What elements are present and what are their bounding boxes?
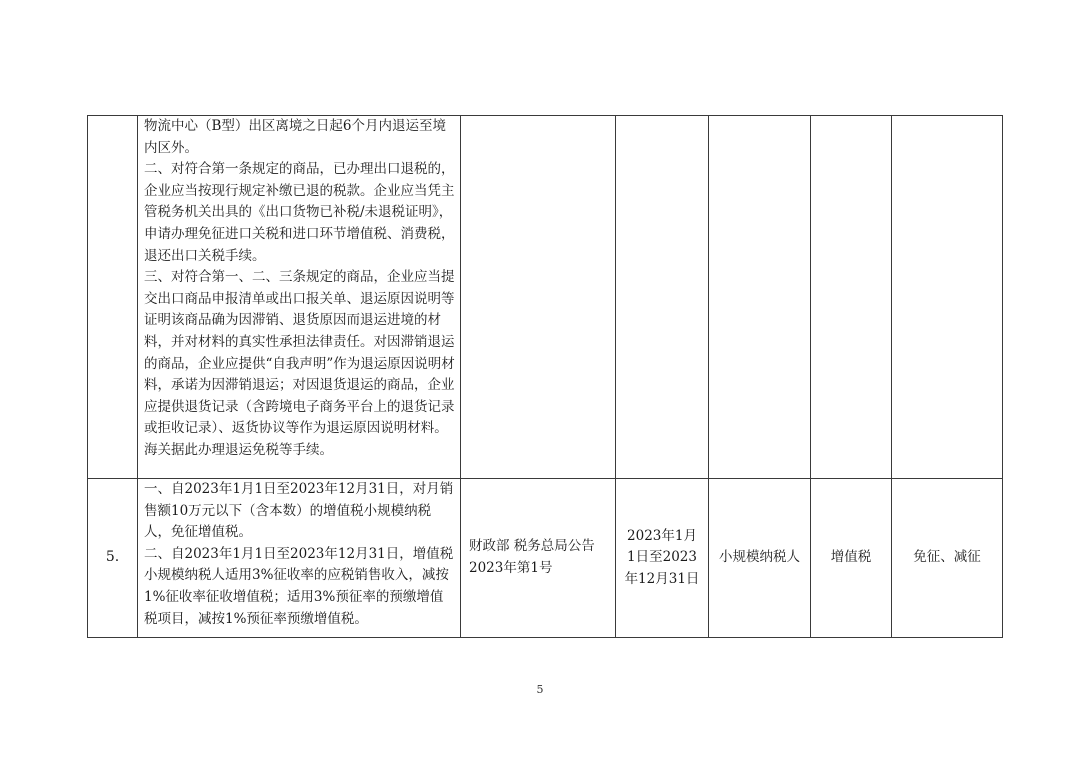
subject-cell [709, 116, 811, 479]
tax-type-cell: 增值税 [811, 479, 892, 638]
period-cell: 2023年1月1日至2023年12月31日 [616, 479, 709, 638]
tax-type-cell [811, 116, 892, 479]
row-number-cell: 5. [88, 479, 138, 638]
period-cell [616, 116, 709, 479]
page-number: 5 [536, 683, 544, 696]
policy-paragraph: 二、对符合第一条规定的商品，已办理出口退税的，企业应当按现行规定补缴已退的税款。企业应当凭主管税务机关出具的《出口货物已补税/未退税证明》，申请办理免征进口关税和进口环节增值税、消费税，退还出口关税手续。 [144, 161, 455, 264]
row-number-cell [88, 116, 138, 479]
policy-content-cell [138, 479, 461, 638]
policy-table [87, 115, 1003, 638]
document-cell: 财政部 税务总局公告2023年第1号 [461, 479, 616, 638]
policy-paragraph: 一、自2023年1月1日至2023年12月31日，对月销售额10万元以下（含本数）的增值税小规模纳税人，免征增值税。 [144, 481, 454, 541]
method-cell: 免征、减征 [892, 479, 1003, 638]
document-cell [461, 116, 616, 479]
policy-paragraph: 二、自2023年1月1日至2023年12月31日，增值税小规模纳税人适用3%征收率的应税销售收入，减按1%征收率征收增值税；适用3%预征率的预缴增值税项目，减按1%预征率预缴增值税。 [144, 545, 454, 627]
policy-content-cell [138, 116, 461, 479]
policy-paragraph: 物流中心（B型）出区离境之日起6个月内退运至境内区外。 [144, 118, 447, 156]
method-cell [892, 116, 1003, 479]
table-row [88, 479, 1003, 638]
policy-paragraph: 三、对符合第一、二、三条规定的商品，企业应当提交出口商品申报清单或出口报关单、退运原因说明等证明该商品确为因滞销、退货原因而退运进境的材料，并对材料的真实性承担法律责任。对因滞销退运的商品，企业应提供“自我声明”作为退运原因说明材料，承诺为因滞销退运；对因退货退运的商品，企业应提供退货记录（含跨境电子商务平台上的退货记录或拒收记录）、返货协议等作为退运原因说明材料。海关据此办理退运免税等手续。 [144, 269, 455, 458]
table-row [88, 116, 1003, 479]
subject-cell: 小规模纳税人 [709, 479, 811, 638]
